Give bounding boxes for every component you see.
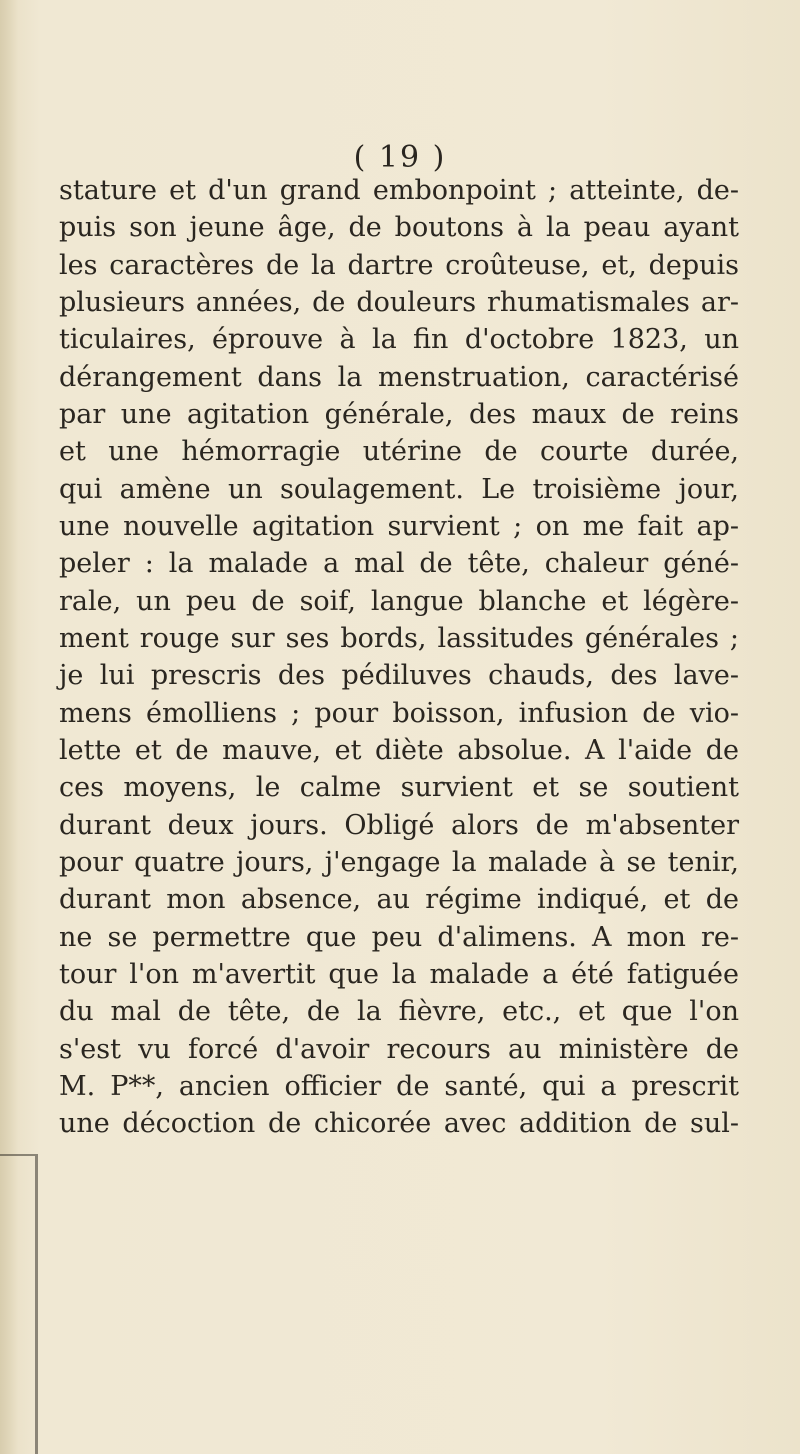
text-line: lette et de mauve, et diète absolue. A l'aide de — [59, 734, 739, 766]
text-line: par une agitation générale, des maux de reins — [59, 398, 739, 430]
body-text — [59, 172, 739, 1143]
text-line: qui amène un soulagement. Le troisième jour, — [59, 473, 739, 505]
text-line: les caractères de la dartre croûteuse, et, depuis — [59, 249, 739, 281]
text-line: durant mon absence, au régime indiqué, et de — [59, 884, 739, 916]
text-line: tour l'on m'avertit que la malade a été fatiguée — [59, 958, 739, 990]
text-line: durant deux jours. Obligé alors de m'absenter — [59, 809, 739, 841]
text-line: ticulaires, éprouve à la fin d'octobre 1823, un — [59, 324, 739, 356]
page-number: ( 19 ) — [353, 140, 447, 175]
text-line: stature et d'un grand embonpoint ; atteinte, de- — [59, 175, 739, 206]
text-line: s'est vu forcé d'avoir recours au ministère de — [59, 1033, 739, 1065]
text-line: plusieurs années, de douleurs rhumatismales ar- — [59, 286, 739, 318]
text-line: et une hémorragie utérine de courte durée, — [59, 436, 739, 468]
text-line: M. P**, ancien officier de santé, qui a prescrit — [59, 1070, 739, 1102]
text-line: une décoction de chicorée avec addition de sul- — [59, 1108, 739, 1140]
text-line: rale, un peu de soif, langue blanche et légère- — [59, 585, 739, 617]
text-line: pour quatre jours, j'engage la malade à se tenir, — [59, 846, 739, 878]
text-line: une nouvelle agitation survient ; on me fait ap- — [59, 510, 739, 542]
text-line: dérangement dans la menstruation, caractérisé — [59, 361, 739, 393]
text-line: peler : la malade a mal de tête, chaleur géné- — [59, 548, 739, 580]
page-edge-mark — [0, 1154, 38, 1454]
text-line: du mal de tête, de la fièvre, etc., et que l'on — [59, 996, 739, 1028]
text-line: je lui prescris des pédiluves chauds, des lave- — [59, 660, 739, 692]
text-line: mens émolliens ; pour boisson, infusion de vio- — [59, 697, 739, 729]
text-line: ces moyens, le calme survient et se soutient — [59, 772, 739, 804]
text-line: ment rouge sur ses bords, lassitudes générales ; — [59, 622, 739, 654]
text-line: ne se permettre que peu d'alimens. A mon re- — [59, 921, 739, 953]
text-line: puis son jeune âge, de boutons à la peau ayant — [59, 212, 739, 244]
